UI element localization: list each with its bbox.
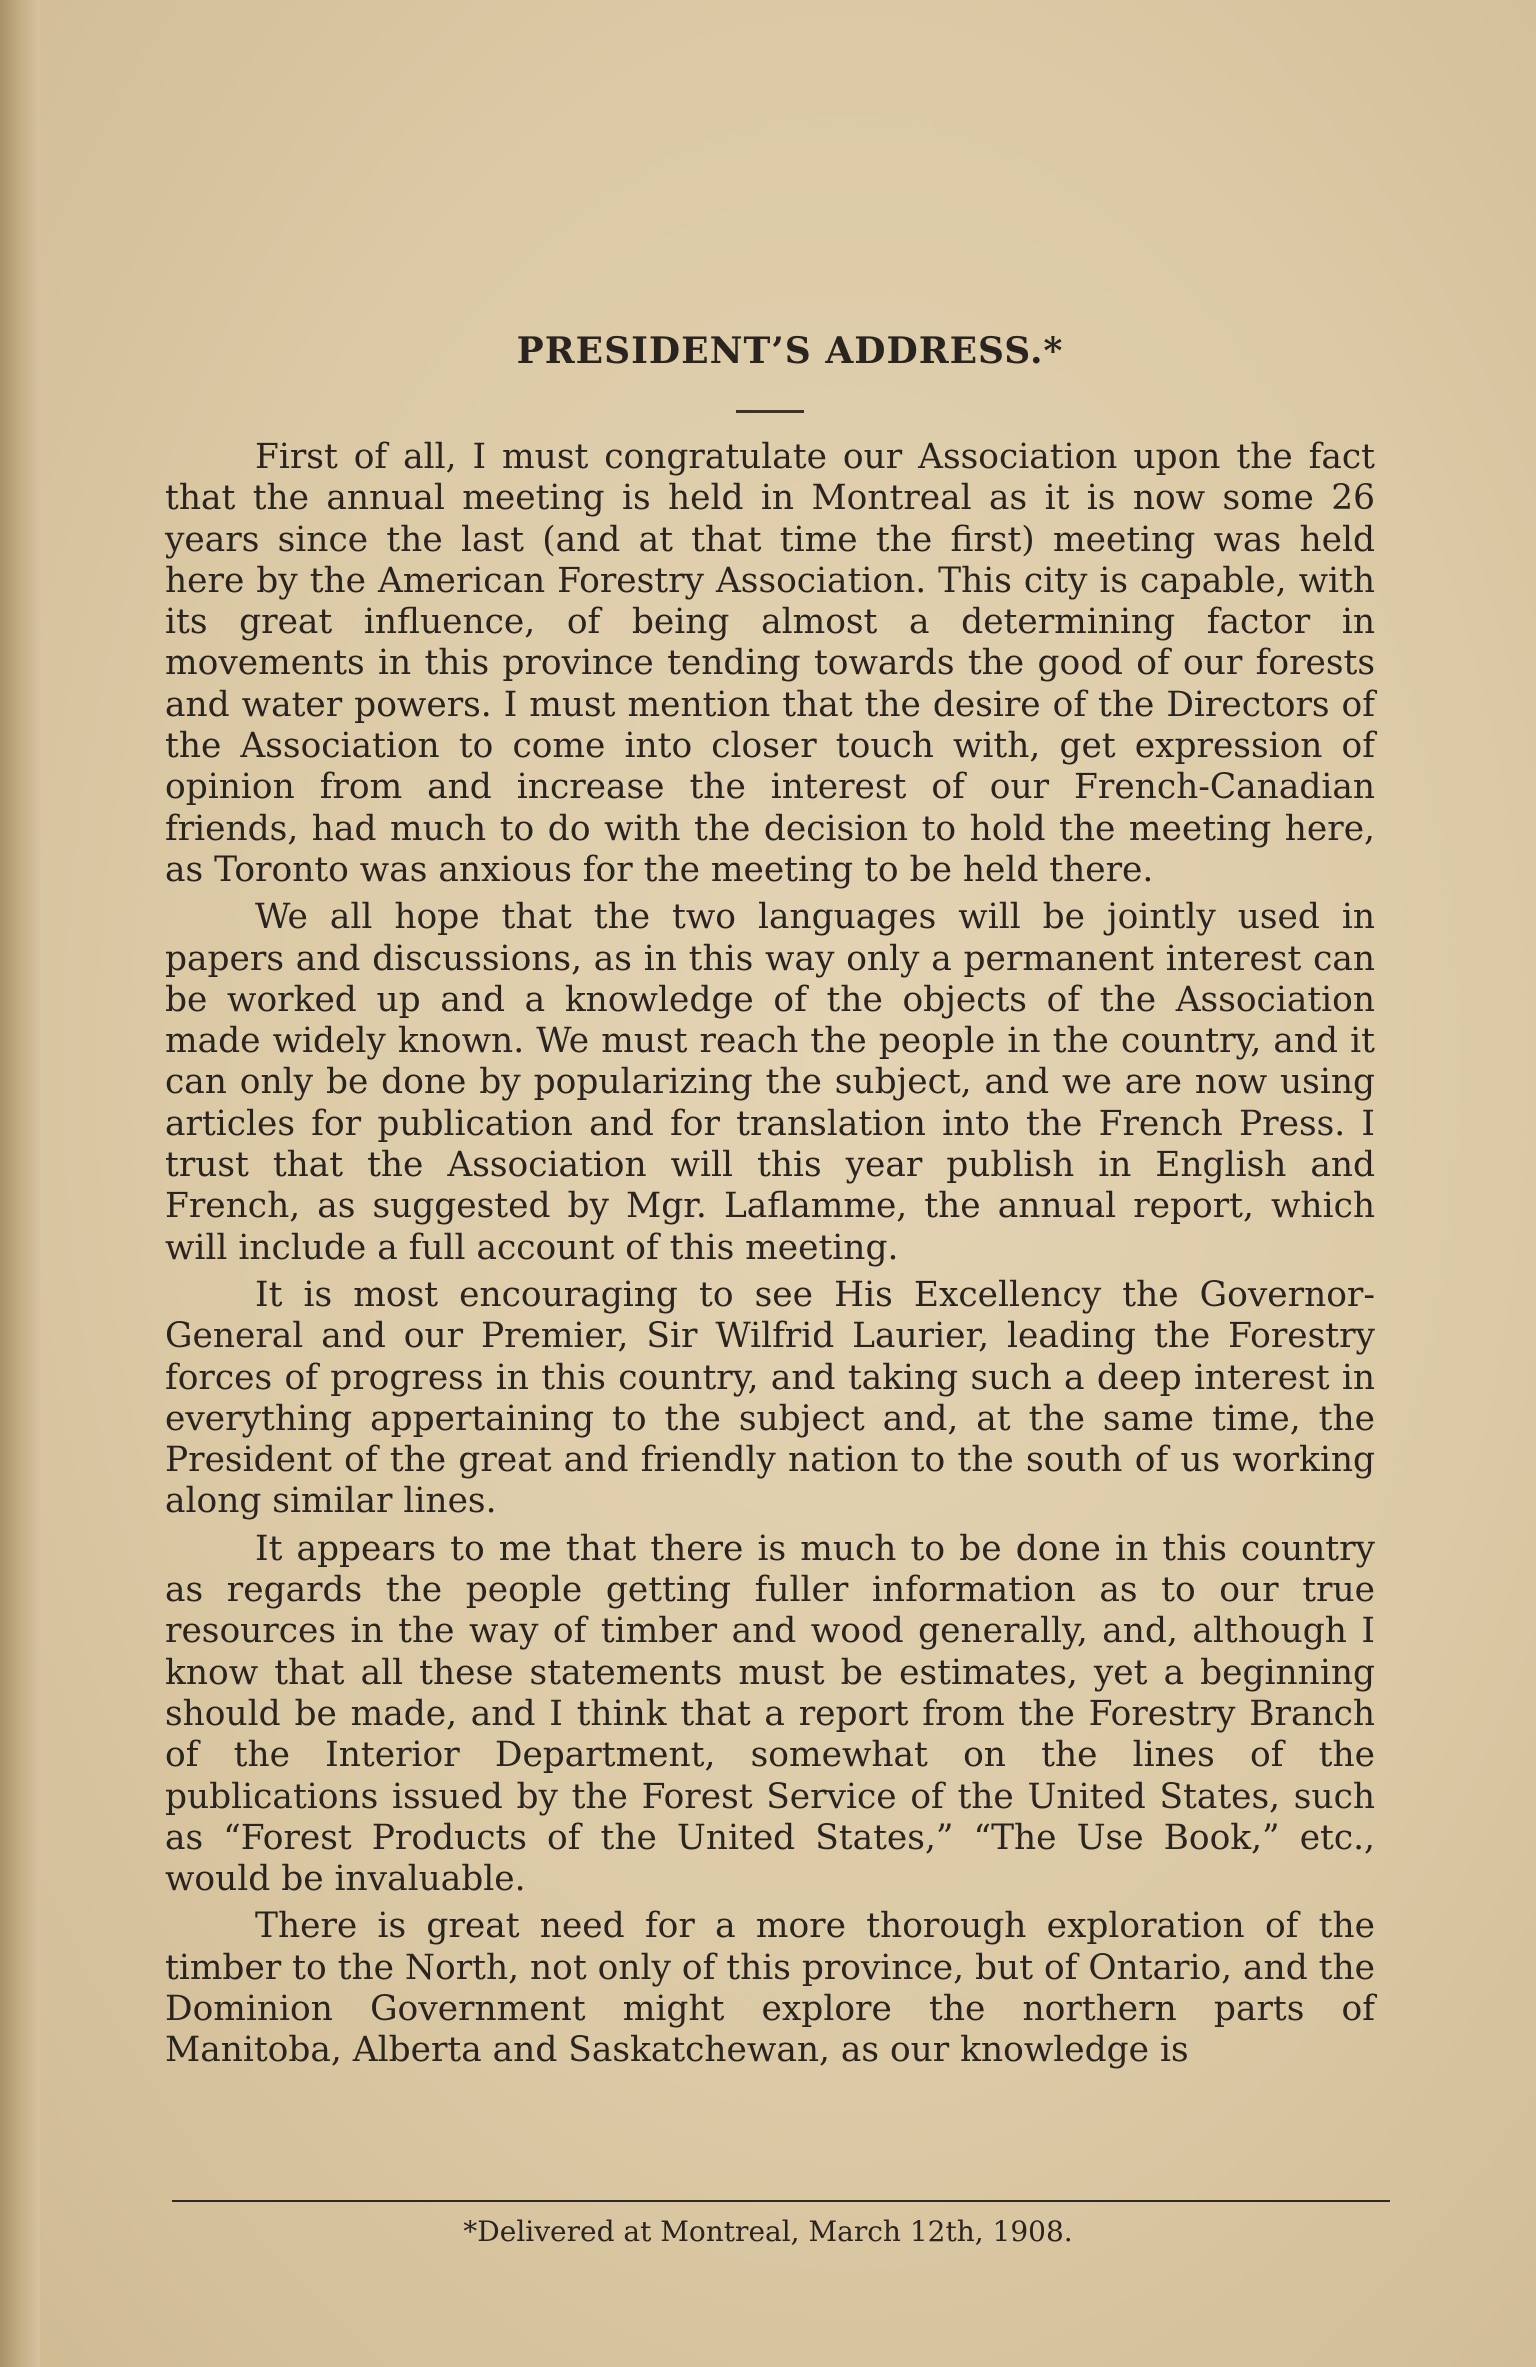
page-content — [165, 300, 1375, 2078]
paragraph-2: We all hope that the two languages will be jointly used in papers and discussions, as in this way only a permanent interest can be worked up and a knowledge of the objects of the Association made widely known. We must reach the people in the country, and it can only be done by popularizing the subject, and we are now using articles for publication and for translation into the French Press. I trust that the Association will this year publish in English and French, as suggested by Mgr. Laflamme, the annual report, which will include a full account of this meeting. — [165, 897, 1375, 1268]
page-gutter — [0, 0, 40, 2367]
paragraph-5: There is great need for a more thorough exploration of the timber to the North, not only of this province, but of Ontario, and the Dominion Government might explore the northern parts of Manitoba, Alberta and Saskatchewan, as our knowledge is — [165, 1906, 1375, 2071]
footnote-rule — [172, 2200, 1390, 2202]
footnote: *Delivered at Montreal, March 12th, 1908. — [463, 2215, 1073, 2248]
paragraph-1: First of all, I must congratulate our Association upon the fact that the annual meeting is held in Montreal as it is now some 26 years since the last (and at that time the first) meeting was held here by the American Forestry Association. This city is capable, with its great influence, of being almost a determining factor in movements in this province tending towards the good of our forests and water powers. I must mention that the desire of the Directors of the Association to come into closer touch with, get expression of opinion from and increase the interest of our French-Canadian friends, had much to do with the decision to hold the meeting here, as Toronto was anxious for the meeting to be held there. — [165, 437, 1375, 890]
page-title: PRESIDENT’S ADDRESS.* — [516, 330, 1064, 372]
paragraph-4: It appears to me that there is much to be done in this country as regards the people getting fuller information as to our true resources in the way of timber and wood generally, and, although I know that all these statements must be estimates, yet a beginning should be made, and I think that a report from the Forestry Branch of the Interior Department, somewhat on the lines of the publications issued by the Forest Service of the United States, such as “Forest Products of the United States,” “The Use Book,” etc., would be invaluable. — [165, 1528, 1375, 1900]
paragraph-3: It is most encouraging to see His Excellency the Governor-General and our Premier, Sir Wilfrid Laurier, leading the Forestry forces of progress in this country, and taking such a deep interest in everything appertaining to the subject and, at the same time, the President of the great and friendly nation to the south of us working along similar lines. — [165, 1274, 1375, 1522]
title-rule — [736, 410, 804, 413]
